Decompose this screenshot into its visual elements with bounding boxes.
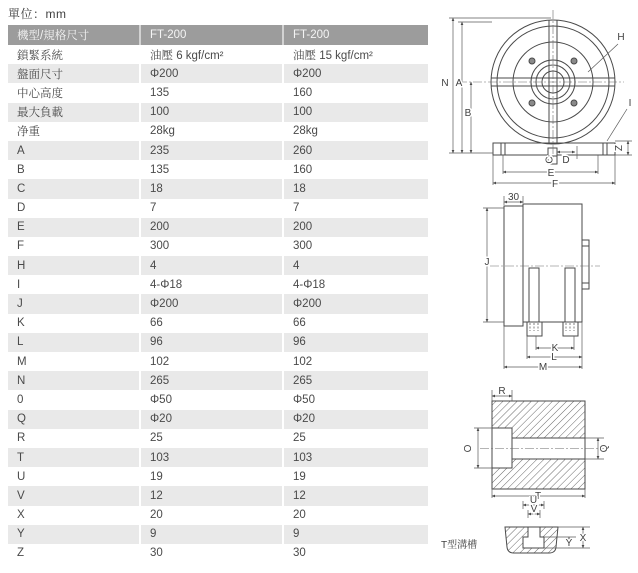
- row-label: 净重: [8, 122, 140, 141]
- row-label: 中心高度: [8, 83, 140, 102]
- table-row: [8, 525, 428, 544]
- row-value: 135: [140, 83, 283, 102]
- row-label: L: [8, 333, 140, 352]
- dim-label-Y: Y: [565, 538, 573, 549]
- row-value: 12: [283, 486, 428, 505]
- row-label: U: [8, 467, 140, 486]
- dim-label-U: U: [529, 496, 538, 506]
- table-row: [8, 467, 428, 486]
- row-value: 28kg: [283, 122, 428, 141]
- table-row: [8, 45, 428, 64]
- row-label: K: [8, 314, 140, 333]
- table-header-row: [8, 25, 428, 45]
- dim-label-T: T: [534, 491, 542, 502]
- row-value: 7: [140, 199, 283, 218]
- row-label: J: [8, 294, 140, 313]
- bolt-hole: [529, 100, 535, 106]
- row-value: 200: [140, 218, 283, 237]
- row-label: 盤面尺寸: [8, 64, 140, 83]
- front-view-drawing: [428, 2, 638, 192]
- row-value: 30: [140, 544, 283, 563]
- table-row: [8, 237, 428, 256]
- row-value: 油壓 15 kgf/cm²: [283, 45, 428, 64]
- row-value: 102: [283, 352, 428, 371]
- dim-label-B: B: [464, 108, 472, 119]
- row-value: 160: [283, 160, 428, 179]
- dim-label-E: E: [547, 168, 555, 179]
- dim-label-F: F: [551, 179, 559, 190]
- row-value: 4: [283, 256, 428, 275]
- row-value: 30: [283, 544, 428, 563]
- bolt-hole: [529, 58, 535, 64]
- row-value: 103: [283, 448, 428, 467]
- row-label: A: [8, 141, 140, 160]
- row-value: 135: [140, 160, 283, 179]
- header-model-2: FT-200: [283, 25, 428, 45]
- row-label: Y: [8, 525, 140, 544]
- row-value: 19: [283, 467, 428, 486]
- table-row: [8, 64, 428, 83]
- row-value: 96: [140, 333, 283, 352]
- dim-label-C: C: [544, 156, 556, 164]
- row-label: H: [8, 256, 140, 275]
- table-row: [8, 256, 428, 275]
- row-value: Φ50: [140, 390, 283, 409]
- header-model-1: FT-200: [140, 25, 283, 45]
- row-label: V: [8, 486, 140, 505]
- row-value: Φ20: [283, 410, 428, 429]
- row-value: 18: [140, 179, 283, 198]
- row-value: 9: [140, 525, 283, 544]
- row-label: 最大負載: [8, 103, 140, 122]
- dim-label-N: N: [441, 78, 449, 89]
- table-row: [8, 122, 428, 141]
- table-row: [8, 410, 428, 429]
- row-value: 100: [283, 103, 428, 122]
- row-label: R: [8, 429, 140, 448]
- row-label: Q: [8, 410, 140, 429]
- table-row: [8, 179, 428, 198]
- row-value: 96: [283, 333, 428, 352]
- row-value: 235: [140, 141, 283, 160]
- side-view-drawing: [428, 192, 638, 388]
- row-value: Φ200: [283, 64, 428, 83]
- tslot-caption: T型溝槽: [441, 540, 478, 551]
- row-value: 66: [140, 314, 283, 333]
- row-value: 4: [140, 256, 283, 275]
- table-row: [8, 506, 428, 525]
- table-row: [8, 103, 428, 122]
- table-row: [8, 544, 428, 563]
- table-row: [8, 141, 428, 160]
- table-row: [8, 314, 428, 333]
- table-row: [8, 371, 428, 390]
- row-value: 4-Φ18: [283, 275, 428, 294]
- table-row: [8, 199, 428, 218]
- row-value: 9: [283, 525, 428, 544]
- row-value: 103: [140, 448, 283, 467]
- dim-label-A: A: [455, 78, 463, 89]
- section-view-drawing: [428, 384, 638, 502]
- row-value: 100: [140, 103, 283, 122]
- dim-label-M: M: [538, 362, 548, 373]
- row-value: 19: [140, 467, 283, 486]
- row-value: 25: [140, 429, 283, 448]
- table-row: [8, 294, 428, 313]
- row-value: 4-Φ18: [140, 275, 283, 294]
- table-row: [8, 352, 428, 371]
- row-value: 20: [283, 506, 428, 525]
- header-model-spec: 機型/規格尺寸: [8, 25, 140, 45]
- row-label: 0: [8, 390, 140, 409]
- dim-label-Z: Z: [614, 144, 625, 152]
- row-label: F: [8, 237, 140, 256]
- dim-label-X: X: [579, 533, 587, 544]
- row-value: 300: [140, 237, 283, 256]
- row-value: Φ200: [283, 294, 428, 313]
- dim-label-30: 30: [507, 192, 520, 203]
- row-value: Φ200: [140, 294, 283, 313]
- row-value: 265: [140, 371, 283, 390]
- row-value: 66: [283, 314, 428, 333]
- spec-table-body: [8, 45, 428, 563]
- row-label: 鎖緊系統: [8, 45, 140, 64]
- row-value: 20: [140, 506, 283, 525]
- row-label: I: [8, 275, 140, 294]
- row-label: X: [8, 506, 140, 525]
- row-value: 300: [283, 237, 428, 256]
- row-label: Z: [8, 544, 140, 563]
- row-value: 265: [283, 371, 428, 390]
- table-row: [8, 275, 428, 294]
- row-value: 102: [140, 352, 283, 371]
- table-row: [8, 333, 428, 352]
- dim-label-V: V: [530, 504, 538, 515]
- row-label: E: [8, 218, 140, 237]
- row-value: Φ200: [140, 64, 283, 83]
- row-label: T: [8, 448, 140, 467]
- dim-label-D: D: [562, 155, 570, 166]
- row-label: C: [8, 179, 140, 198]
- row-label: B: [8, 160, 140, 179]
- table-row: [8, 429, 428, 448]
- row-value: 7: [283, 199, 428, 218]
- bolt-hole: [571, 100, 577, 106]
- unit-label: 單位：mm: [8, 7, 67, 21]
- row-value: 油壓 6 kgf/cm²: [140, 45, 283, 64]
- row-value: 200: [283, 218, 428, 237]
- bolt-hole: [571, 58, 577, 64]
- row-label: D: [8, 199, 140, 218]
- row-value: Φ20: [140, 410, 283, 429]
- dim-label-I: I: [628, 98, 632, 109]
- dim-label-O: O: [463, 444, 474, 453]
- row-value: 18: [283, 179, 428, 198]
- table-row: [8, 218, 428, 237]
- row-label: N: [8, 371, 140, 390]
- table-row: [8, 486, 428, 505]
- table-row: [8, 448, 428, 467]
- row-value: 260: [283, 141, 428, 160]
- table-row: [8, 160, 428, 179]
- row-label: M: [8, 352, 140, 371]
- dim-label-J: J: [484, 257, 490, 268]
- row-value: 160: [283, 83, 428, 102]
- row-value: 12: [140, 486, 283, 505]
- row-value: 25: [283, 429, 428, 448]
- tslot-detail-drawing: [428, 496, 638, 573]
- table-row: [8, 83, 428, 102]
- dim-label-R: R: [498, 386, 506, 397]
- dim-label-L: L: [551, 352, 557, 363]
- row-value: 28kg: [140, 122, 283, 141]
- dim-label-Q: Q: [599, 444, 610, 453]
- row-value: Φ50: [283, 390, 428, 409]
- dim-label-K: K: [551, 343, 559, 354]
- dim-label-H: H: [617, 32, 625, 43]
- table-row: [8, 390, 428, 409]
- spec-table: [8, 25, 428, 563]
